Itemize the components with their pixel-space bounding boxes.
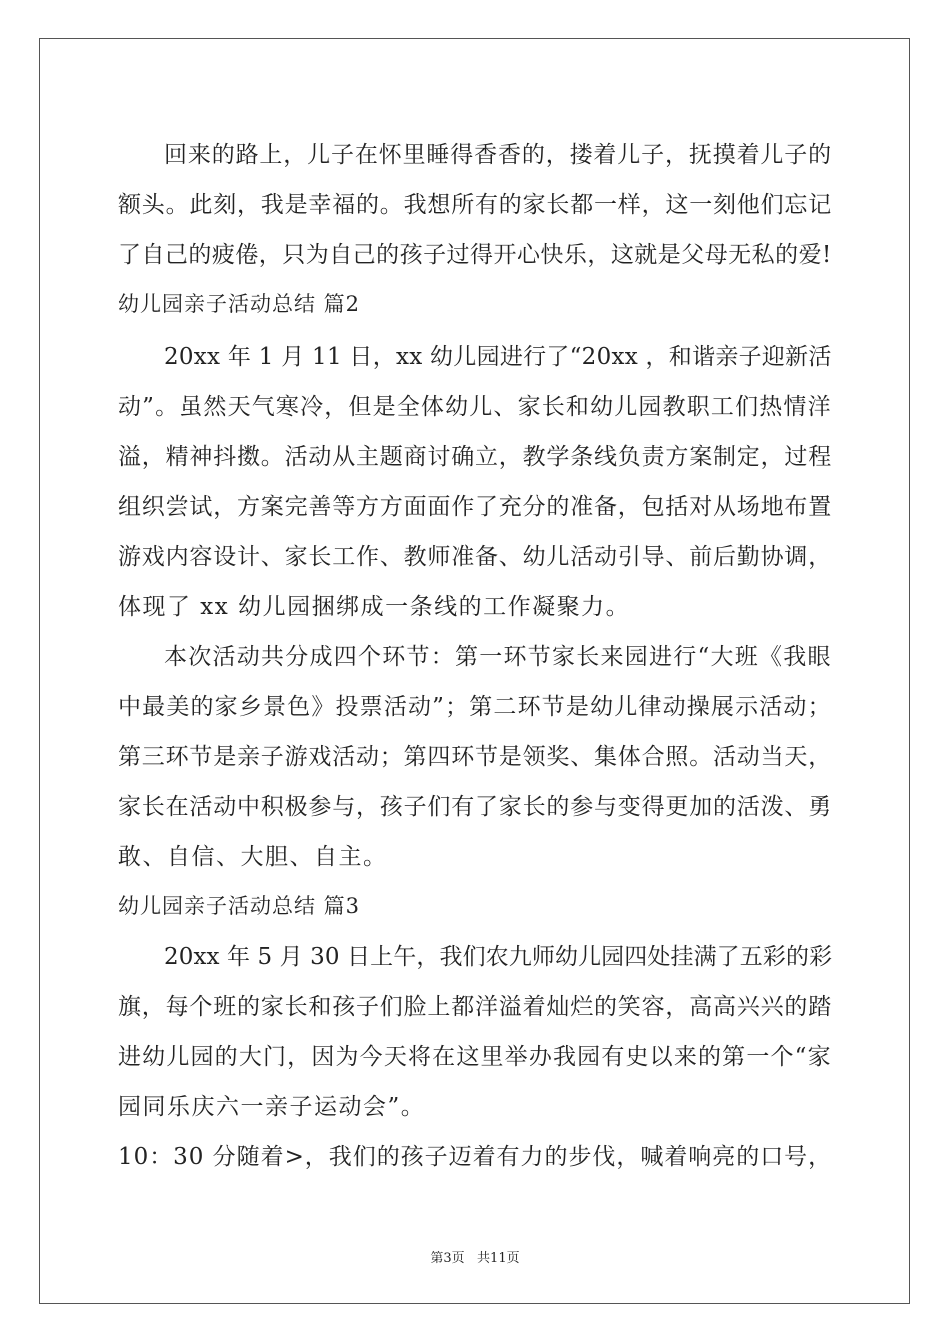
paragraph-line: 家长在活动中积极参与，孩子们有了家长的参与变得更加的活泼、勇 [118, 794, 832, 820]
section-heading: 幼儿园亲子活动总结 篇3 [118, 894, 361, 918]
page-number: 第3页 共11页 [430, 1251, 520, 1266]
paragraph-line: 第三环节是亲子游戏活动；第四环节是领奖、集体合照。活动当天， [118, 744, 832, 770]
paragraph-line: 溢，精神抖擞。活动从主题商讨确立，教学条线负责方案制定，过程 [118, 444, 832, 470]
paragraph-line: 动”。虽然天气寒冷，但是全体幼儿、家长和幼儿园教职工们热情洋 [118, 394, 832, 420]
paragraph-line: 10：30 分随着>，我们的孩子迈着有力的步伐，喊着响亮的口号， [118, 1144, 833, 1170]
paragraph-line: 20xx 年 1 月 11 日，xx 幼儿园进行了“20xx ，和谐亲子迎新活 [164, 344, 832, 370]
paragraph-line: 组织尝试，方案完善等方方面面作了充分的准备，包括对从场地布置 [118, 494, 832, 520]
paragraph-line: 回来的路上，儿子在怀里睡得香香的，搂着儿子，抚摸着儿子的 [164, 142, 832, 168]
section-heading: 幼儿园亲子活动总结 篇2 [118, 292, 361, 316]
paragraph-line: 本次活动共分成四个环节：第一环节家长来园进行“大班《我眼 [164, 644, 832, 670]
paragraph-line: 额头。此刻，我是幸福的。我想所有的家长都一样，这一刻他们忘记 [118, 192, 832, 218]
paragraph-line: 中最美的家乡景色》投票活动”；第二环节是幼儿律动操展示活动； [118, 694, 832, 720]
paragraph-line: 体现了 xx 幼儿园捆绑成一条线的工作凝聚力。 [118, 594, 631, 620]
paragraph-line: 游戏内容设计、家长工作、教师准备、幼儿活动引导、前后勤协调， [118, 544, 832, 570]
paragraph-line: 了自己的疲倦，只为自己的孩子过得开心快乐，这就是父母无私的爱! [118, 242, 832, 268]
paragraph-line: 敢、自信、大胆、自主。 [118, 844, 388, 870]
paragraph-line: 20xx 年 5 月 30 日上午，我们农九师幼儿园四处挂满了五彩的彩 [164, 944, 833, 970]
paragraph-line: 园同乐庆六一亲子运动会”。 [118, 1094, 426, 1120]
paragraph-line: 旗，每个班的家长和孩子们脸上都洋溢着灿烂的笑容，高高兴兴的踏 [118, 994, 832, 1020]
paragraph-line: 进幼儿园的大门，因为今天将在这里举办我园有史以来的第一个“家 [118, 1044, 832, 1070]
